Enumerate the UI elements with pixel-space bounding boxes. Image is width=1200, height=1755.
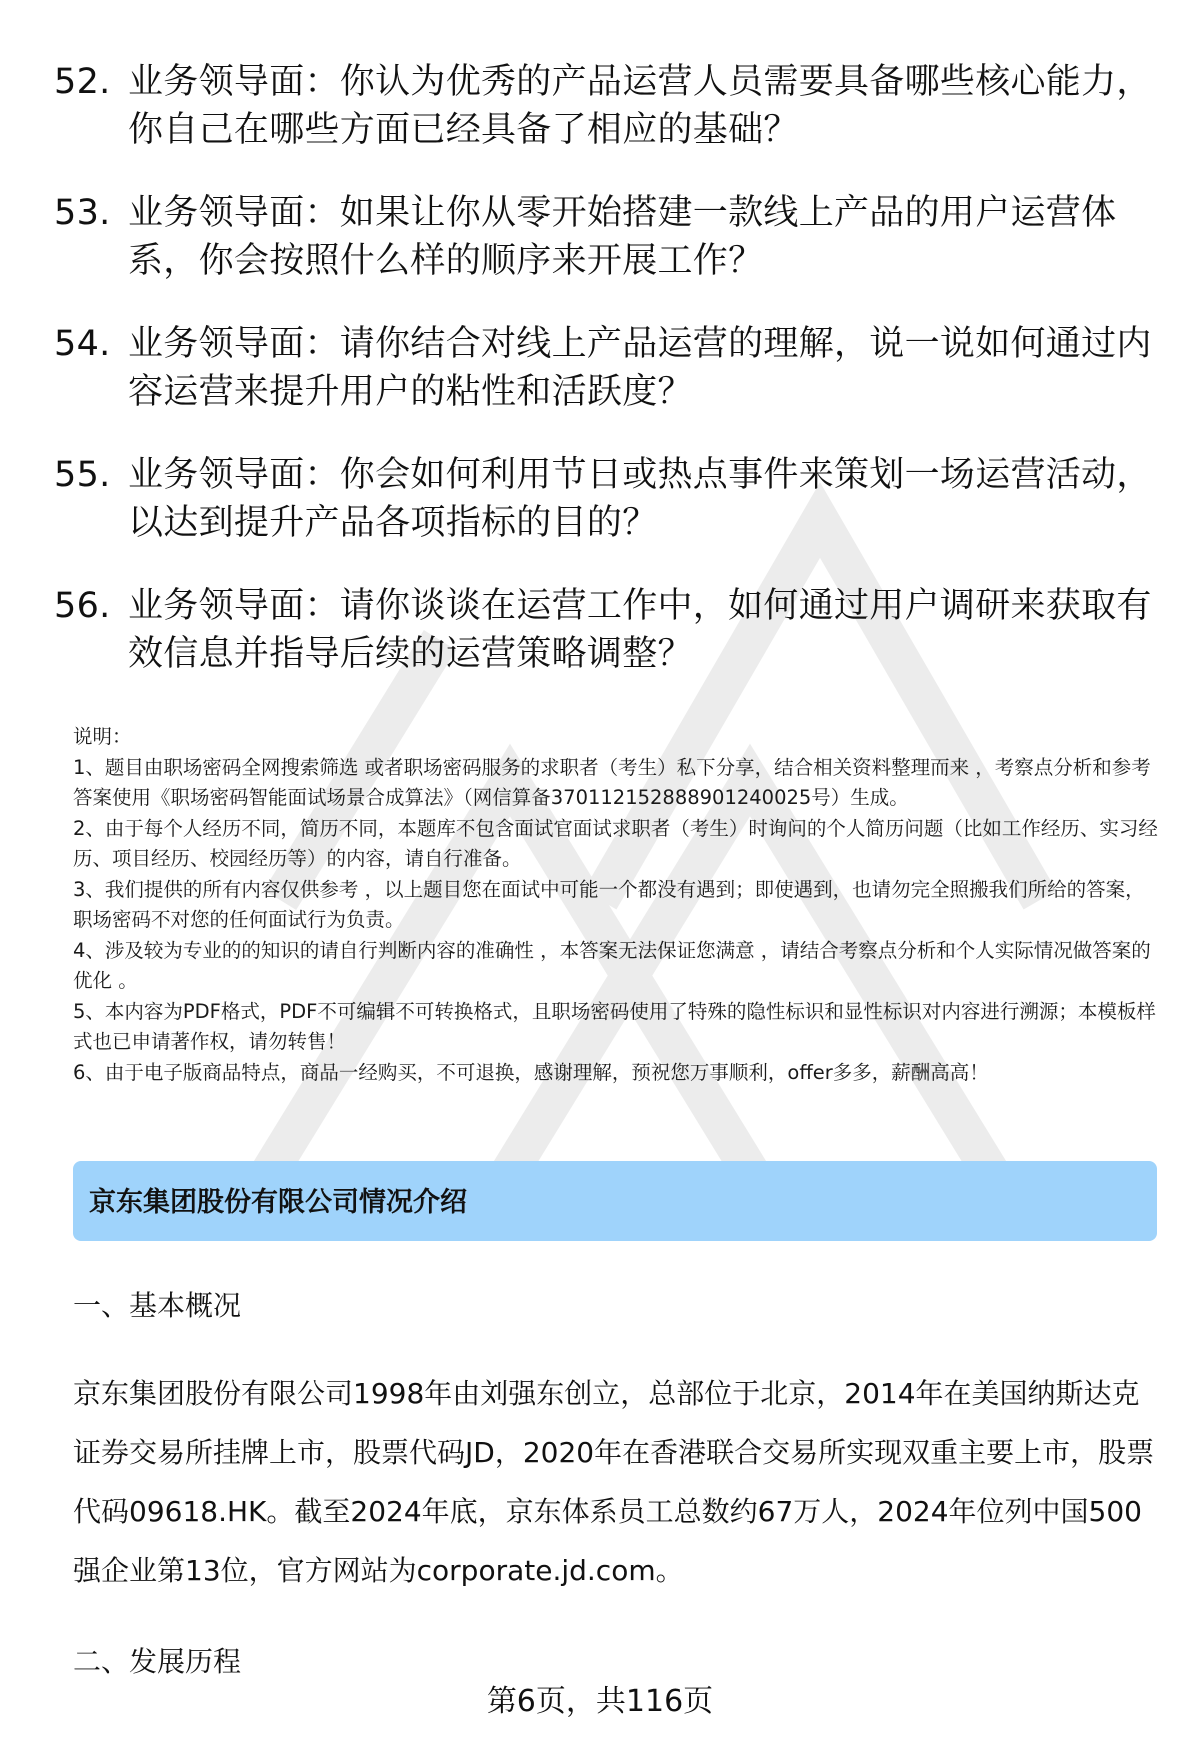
basic-overview-paragraph: 京东集团股份有限公司1998年由刘强东创立，总部位于北京，2014年在美国纳斯达克证券交易所挂牌上市，股票代码JD，2020年在香港联合交易所实现双重主要上市，股票代码09618.HK。截至2024年底，京东体系员工总数约67万人，2024年位列中国500强企业第13位，官方网站为corporate.jd.com。 (73, 1377, 1155, 1587)
question-item (54, 451, 1154, 547)
interview-question-list (54, 58, 1154, 713)
question-text: 业务领导面：你认为优秀的产品运营人员需要具备哪些核心能力，你自己在哪些方面已经具备了相应的基础？ (128, 62, 1152, 150)
note-item: 5、本内容为PDF格式，PDF不可编辑不可转换格式，且职场密码使用了特殊的隐性标识和显性标识对内容进行溯源；本模板样式也已申请著作权，请勿转售！ (73, 999, 1156, 1053)
question-number: 55. (54, 455, 111, 495)
note-item: 4、涉及较为专业的的知识的请自行判断内容的准确性 ，本答案无法保证您满意 ，请结合考察点分析和个人实际情况做答案的优化 。 (73, 938, 1151, 992)
question-text: 业务领导面：请你结合对线上产品运营的理解，说一说如何通过内容运营来提升用户的粘性和活跃度？ (128, 324, 1152, 412)
question-number: 56. (54, 586, 111, 626)
company-section-header (73, 1161, 1157, 1241)
question-text: 业务领导面：请你谈谈在运营工作中，如何通过用户调研来获取有效信息并指导后续的运营策略调整？ (128, 586, 1152, 674)
note-item: 6、由于电子版商品特点，商品一经购买，不可退换，感谢理解，预祝您万事顺利，offer多多，薪酬高高！ (73, 1060, 989, 1084)
note-item: 2、由于每个人经历不同，简历不同，本题库不包含面试官面试求职者（考生）时询问的个人简历问题（比如工作经历、实习经历、项目经历、校园经历等）的内容，请自行准备。 (73, 816, 1158, 870)
question-item (54, 189, 1154, 285)
question-number: 54. (54, 324, 111, 364)
company-section-title: 京东集团股份有限公司情况介绍 (89, 1187, 467, 1218)
note-item: 3、我们提供的所有内容仅供参考 ，以上题目您在面试中可能一个都没有遇到；即使遇到，也请勿完全照搬我们所给的答案，职场密码不对您的任何面试行为负责。 (73, 877, 1145, 931)
disclaimer-notes (73, 722, 1158, 1088)
history-heading: 二、发展历程 (73, 1645, 242, 1678)
basic-overview-heading: 一、基本概况 (73, 1289, 242, 1322)
question-item (54, 58, 1154, 154)
note-item: 1、题目由职场密码全网搜索筛选 或者职场密码服务的求职者（考生）私下分享，结合相关资料整理而来 ，考察点分析和参考答案使用《职场密码智能面试场景合成算法》（网信算备370112152888901240025号）生成。 (73, 755, 1151, 809)
question-number: 53. (54, 193, 111, 233)
page-number: 第6页，共116页 (486, 1684, 714, 1719)
question-item (54, 582, 1154, 678)
notes-heading: 说明： (73, 725, 132, 748)
question-text: 业务领导面：你会如何利用节日或热点事件来策划一场运营活动，以达到提升产品各项指标的目的？ (128, 455, 1152, 543)
question-number: 52. (54, 62, 111, 102)
question-text: 业务领导面：如果让你从零开始搭建一款线上产品的用户运营体系，你会按照什么样的顺序来开展工作？ (128, 193, 1117, 281)
question-item (54, 320, 1154, 416)
